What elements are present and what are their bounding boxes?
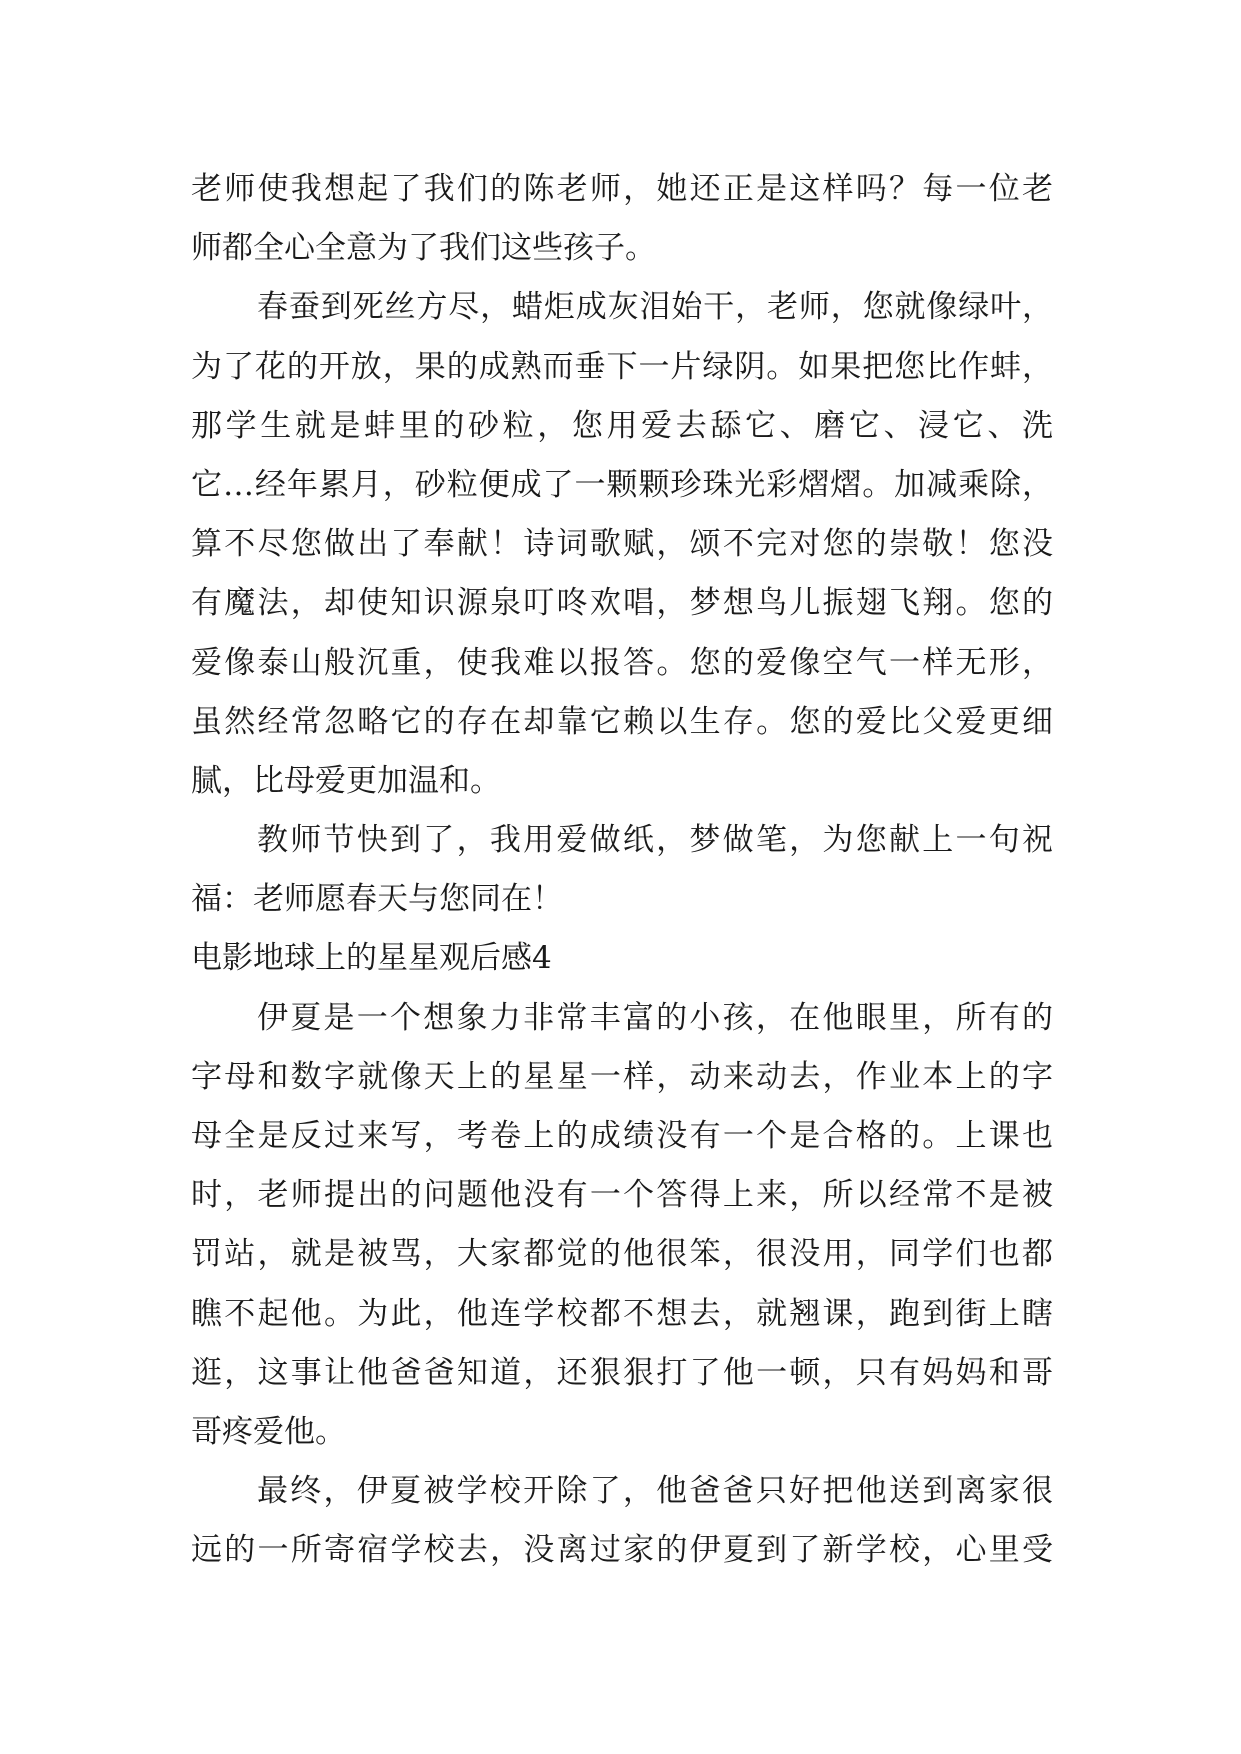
text-line: 教师节快到了，我用爱做纸，梦做笔，为您献上一句祝 bbox=[257, 822, 1053, 859]
text-line: 那学生就是蚌里的砂粒，您用爱去舔它、磨它、浸它、洗 bbox=[191, 407, 1053, 444]
text-line: 它…经年累月，砂粒便成了一颗颗珍珠光彩熠熠。加减乘除， bbox=[191, 466, 1053, 503]
essay-text bbox=[191, 160, 1053, 1581]
text-line: 逛，这事让他爸爸知道，还狠狠打了他一顿，只有妈妈和哥 bbox=[191, 1354, 1053, 1391]
text-line: 为了花的开放，果的成熟而垂下一片绿阴。如果把您比作蚌， bbox=[191, 348, 1053, 385]
text-line: 师都全心全意为了我们这些孩子。 bbox=[191, 230, 656, 267]
text-line: 时，老师提出的问题他没有一个答得上来，所以经常不是被 bbox=[191, 1177, 1053, 1214]
text-line: 虽然经常忽略它的存在却靠它赖以生存。您的爱比父爱更细 bbox=[191, 703, 1053, 740]
text-line: 哥疼爱他。 bbox=[191, 1413, 346, 1450]
text-line: 最终，伊夏被学校开除了，他爸爸只好把他送到离家很 bbox=[257, 1473, 1053, 1510]
text-line: 有魔法，却使知识源泉叮咚欢唱，梦想鸟儿振翅飞翔。您的 bbox=[191, 585, 1053, 622]
text-line: 算不尽您做出了奉献！诗词歌赋，颂不完对您的崇敬！您没 bbox=[191, 526, 1053, 563]
text-line: 老师使我想起了我们的陈老师，她还正是这样吗？每一位老 bbox=[191, 171, 1053, 207]
text-line: 腻，比母爱更加温和。 bbox=[191, 762, 501, 799]
text-line: 远的一所寄宿学校去，没离过家的伊夏到了新学校，心里受 bbox=[191, 1532, 1053, 1569]
text-line: 字母和数字就像天上的星星一样，动来动去，作业本上的字 bbox=[191, 1058, 1053, 1095]
text-line: 罚站，就是被骂，大家都觉的他很笨，很没用，同学们也都 bbox=[191, 1236, 1053, 1273]
text-line: 春蚕到死丝方尽，蜡炬成灰泪始干，老师，您就像绿叶， bbox=[257, 289, 1053, 326]
text-line: 瞧不起他。为此，他连学校都不想去，就翘课，跑到街上瞎 bbox=[191, 1295, 1053, 1332]
text-line: 爱像泰山般沉重，使我难以报答。您的爱像空气一样无形， bbox=[191, 644, 1053, 681]
text-line: 伊夏是一个想象力非常丰富的小孩，在他眼里，所有的 bbox=[257, 999, 1053, 1036]
section-heading: 电影地球上的星星观后感4 bbox=[191, 940, 552, 977]
text-line: 母全是反过来写，考卷上的成绩没有一个是合格的。上课也 bbox=[191, 1118, 1053, 1154]
text-line: 福：老师愿春天与您同在！ bbox=[191, 881, 563, 918]
